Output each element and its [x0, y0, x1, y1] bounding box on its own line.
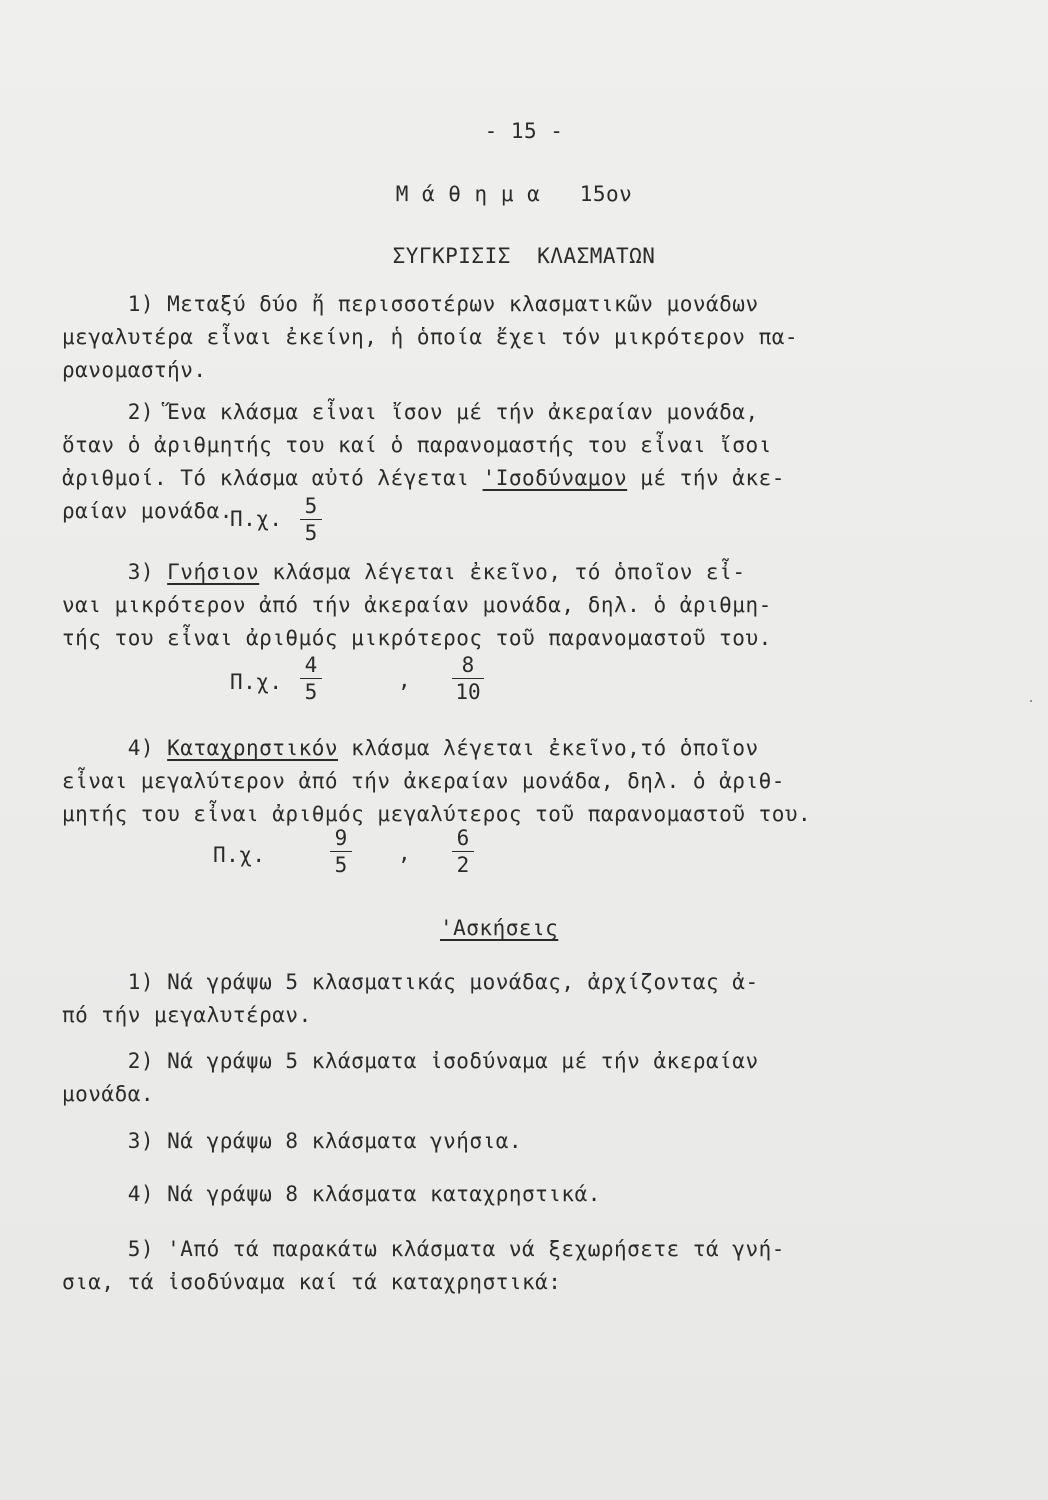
fraction-denominator: 2	[456, 853, 470, 877]
rule-3-line-3: τής του εἶναι ἀριθμός μικρότερος τοῦ παρανομαστοῦ του.	[62, 626, 772, 650]
exercise-4	[62, 1178, 942, 1211]
rule-4-fraction-2	[452, 826, 474, 877]
rule-3-fraction-1	[300, 653, 322, 704]
rule-4-line-2: εἶναι μεγαλύτερον ἀπό τήν ἀκεραίαν μονάδα, δηλ. ὁ ἀριθ-	[62, 769, 785, 793]
exercise-1-line-2: πό τήν μεγαλυτέραν.	[62, 1003, 312, 1027]
rule-3-fraction-2	[452, 653, 484, 704]
fraction-denominator: 5	[304, 521, 318, 545]
exercise-1-line-1: 1) Νά γράψω 5 κλασματικάς μονάδας, ἀρχίζοντας ἀ-	[62, 970, 759, 994]
rule-3-line-2: ναι μικρότερον ἀπό τήν ἀκεραίαν μονάδα, δηλ. ὁ ἀριθμη-	[62, 593, 772, 617]
rule-1-line-3: ρανομαστήν.	[62, 358, 207, 382]
fraction-numerator: 6	[456, 826, 470, 850]
rule-2-line-2: ὅταν ὁ ἀριθμητής του καί ὁ παρανομαστής του εἶναι ἴσοι	[62, 433, 772, 457]
fraction-denominator: 5	[304, 680, 318, 704]
fraction-numerator: 5	[304, 494, 318, 518]
fraction-numerator: 9	[334, 826, 348, 850]
fraction-separator: ,	[398, 841, 411, 865]
defined-term: 'Ισοδύναμον	[482, 466, 628, 490]
scan-speck	[1030, 700, 1032, 702]
rule-4-line-3: μητής του εἶναι ἀριθμός μεγαλύτερος τοῦ παρανομαστοῦ του.	[62, 802, 812, 826]
fraction-separator: ,	[398, 668, 411, 692]
rule-4	[62, 732, 942, 831]
fraction-bar	[452, 678, 484, 679]
rule-1	[62, 288, 942, 387]
rule-3-example-label: Π.χ.	[230, 670, 283, 694]
fraction-bar	[300, 519, 322, 520]
rule-2-line-1: 2) Ἕνα κλάσμα εἶναι ἴσον μέ τήν ἀκεραίαν μονάδα,	[62, 400, 759, 424]
exercise-5	[62, 1233, 942, 1299]
rule-2-fraction-1	[300, 494, 322, 545]
page-number: - 15 -	[484, 119, 564, 143]
rule-4-fraction-1	[330, 826, 352, 877]
exercise-5-line-1: 5) 'Από τά παρακάτω κλάσματα νά ξεχωρήσετε τά γνή-	[62, 1237, 785, 1261]
fraction-denominator: 10	[455, 680, 481, 704]
fraction-bar	[300, 678, 322, 679]
rule-1-line-1: 1) Μεταξύ δύο ἤ περισσοτέρων κλασματικῶν μονάδων	[62, 292, 759, 316]
rule-3	[62, 556, 942, 655]
section-title: ΣΥΓΚΡΙΣΙΣ ΚΛΑΣΜΑΤΩΝ	[392, 244, 656, 268]
rule-2-example-label: Π.χ.	[230, 507, 283, 531]
rule-4-line-1: 4) Καταχρηστικόν κλάσμα λέγεται ἐκεῖνο,τό ὁποῖον	[62, 736, 759, 760]
rule-3-line-1: 3) Γνήσιον κλάσμα λέγεται ἐκεῖνο, τό ὁποῖον εἶ-	[62, 560, 746, 584]
rule-2	[62, 396, 942, 528]
exercises-title: 'Ασκήσεις	[440, 916, 559, 940]
exercise-1	[62, 966, 942, 1032]
fraction-bar	[330, 851, 352, 852]
exercise-3-line-1: 3) Νά γράψω 8 κλάσματα γνήσια.	[62, 1129, 523, 1153]
exercise-2-line-2: μονάδα.	[62, 1082, 155, 1106]
exercise-2-line-1: 2) Νά γράψω 5 κλάσματα ἰσοδύναμα μέ τήν ἀκεραίαν	[62, 1049, 759, 1073]
rule-2-line-4: ραίαν μονάδα.	[62, 499, 233, 523]
exercise-3	[62, 1125, 942, 1158]
fraction-numerator: 8	[461, 653, 475, 677]
rule-1-line-2: μεγαλυτέρα εἶναι ἐκείνη, ἡ ὁποία ἔχει τόν μικρότερον πα-	[62, 325, 799, 349]
lesson-title: Μ ά θ η μ α 15ον	[395, 182, 633, 206]
fraction-bar	[452, 851, 474, 852]
exercise-2	[62, 1045, 942, 1111]
exercise-5-line-2: σια, τά ἰσοδύναμα καί τά καταχρηστικά:	[62, 1270, 562, 1294]
defined-term: Γνήσιον	[167, 560, 260, 584]
defined-term: Καταχρηστικόν	[167, 736, 339, 760]
fraction-denominator: 5	[334, 853, 348, 877]
rule-2-line-3: ἀριθμοί. Τό κλάσμα αὐτό λέγεται 'Ισοδύναμον μέ τήν ἀκε-	[62, 466, 785, 490]
rule-4-example-label: Π.χ.	[213, 843, 266, 867]
exercise-4-line-1: 4) Νά γράψω 8 κλάσματα καταχρηστικά.	[62, 1182, 601, 1206]
fraction-numerator: 4	[304, 653, 318, 677]
